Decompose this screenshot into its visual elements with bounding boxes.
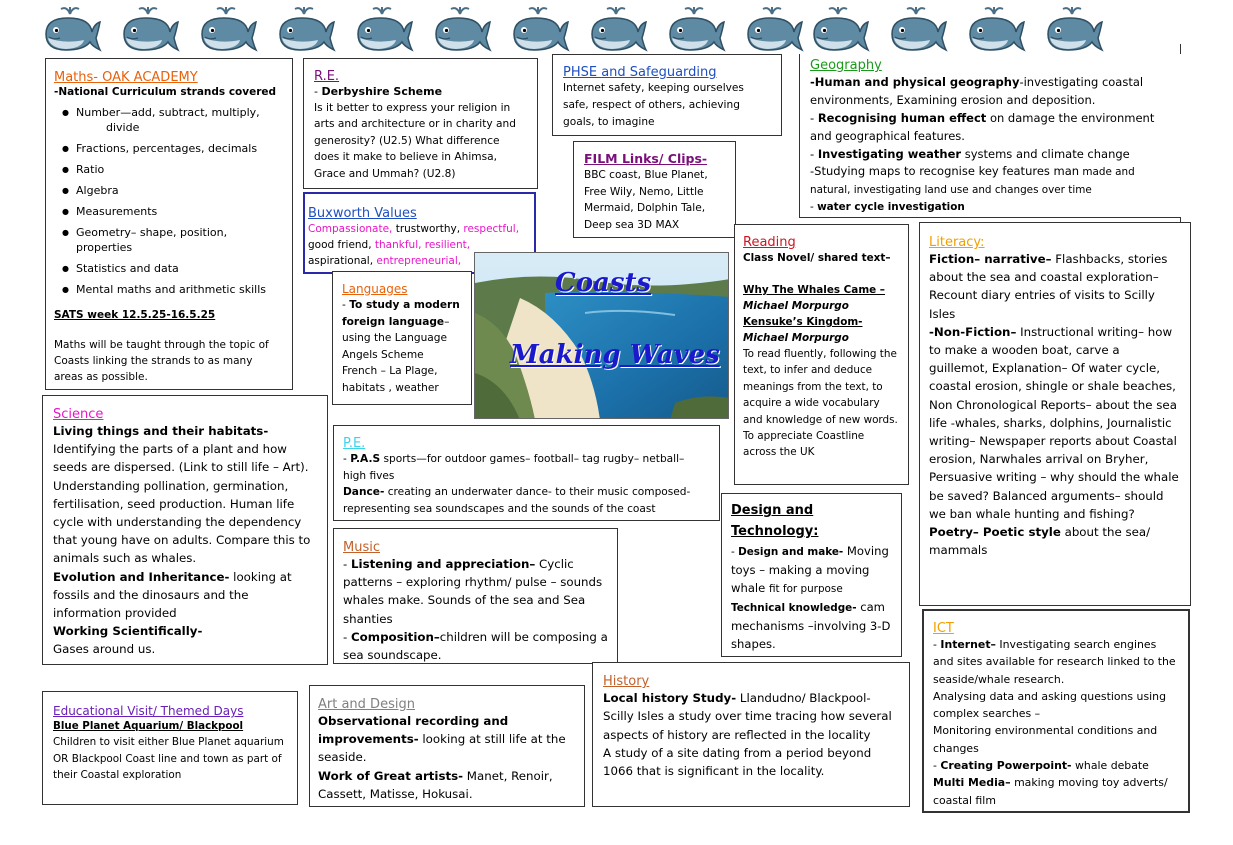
visit-title: Educational Visit/ Themed Days xyxy=(53,704,244,718)
ict-l4-b: Creating Powerpoint- xyxy=(940,759,1072,773)
music-l1-a: - xyxy=(343,557,352,571)
phse-panel xyxy=(552,54,782,136)
value-thankful-resilient: thankful, resilient, xyxy=(374,239,471,251)
ict-l5-b: Multi Media– xyxy=(933,776,1011,790)
literacy-nonfiction xyxy=(929,323,1181,523)
ict-l1-t: Investigating search engines and sites available for research linked to the seaside/whale research. xyxy=(933,638,1176,686)
art-l2-t: Manet, Renoir, Cassett, Matisse, Hokusai. xyxy=(318,768,553,801)
whale-icon xyxy=(1042,4,1104,54)
ict-panel xyxy=(922,609,1190,813)
value-trustworthy: trustworthy, xyxy=(392,223,464,235)
film-text: BBC coast, Blue Planet, Free Wily, Nemo, Little Mermaid, Dolphin Tale, Deep sea 3D MAX xyxy=(584,169,708,231)
list-item: ● Fractions, percentages, decimals xyxy=(64,141,284,156)
whale-icon xyxy=(886,4,948,54)
science-h2: Evolution and Inheritance- xyxy=(53,569,230,584)
science-title: Science xyxy=(53,407,104,422)
topic-title: Coasts xyxy=(555,268,652,298)
whale-icon xyxy=(586,4,648,54)
art-l2 xyxy=(318,767,576,803)
whale-icon xyxy=(430,4,492,54)
dt-l2-b: Technical knowledge- xyxy=(731,602,857,614)
ict-l4-a: - xyxy=(933,759,941,773)
geo-l5-a: - xyxy=(810,201,818,213)
literacy-poetry-b: Poetry– Poetic style xyxy=(929,525,1061,540)
phse-title: PHSE and Safeguarding xyxy=(563,65,717,80)
art-l1-t: looking at still life at the seaside. xyxy=(318,732,566,765)
re-title: R.E. xyxy=(314,69,340,84)
art-l2-b: Work of Great artists- xyxy=(318,768,464,783)
literacy-fiction xyxy=(929,250,1181,323)
music-l2-t: children will be composing a sea soundscape. xyxy=(343,629,608,663)
geography-panel xyxy=(799,54,1181,218)
ict-l4-t: whale debate xyxy=(1071,759,1149,773)
pe-l2-t: creating an underwater dance- to their music composed- representing sea soundscapes and the sounds of the coast xyxy=(343,486,691,515)
geo-l3-b: Investigating weather xyxy=(817,147,962,161)
buxworth-title: Buxworth Values xyxy=(308,206,417,221)
music-l1-b: Listening and appreciation– xyxy=(351,557,536,571)
dt-l2 xyxy=(731,598,892,653)
music-l2 xyxy=(343,628,608,664)
pe-l2 xyxy=(343,484,710,517)
ict-l3: Monitoring environmental conditions and changes xyxy=(933,724,1158,755)
history-l1-t: Llandudno/ Blackpool- Scilly Isles a study over time tracing how several aspects of history are reflected in the locality xyxy=(603,691,892,742)
film-panel xyxy=(573,141,736,238)
geo-l2-b: Recognising human effect xyxy=(817,111,987,125)
geo-l2-a: - xyxy=(810,111,818,125)
maths-strands-list xyxy=(54,105,284,297)
pe-l2-b: Dance- xyxy=(343,486,385,498)
science-t3: Gases around us. xyxy=(53,642,156,657)
music-title: Music xyxy=(343,540,380,555)
dt-title: Design and Technology: xyxy=(731,503,819,539)
science-h1: Living things and their habitats- xyxy=(53,424,269,438)
whale-icon xyxy=(352,4,414,54)
ict-l1 xyxy=(933,636,1179,688)
list-item-cont: divide xyxy=(106,120,140,134)
topic-subtitle: Making Waves xyxy=(510,340,720,370)
music-panel xyxy=(333,528,618,664)
science-panel xyxy=(42,395,328,665)
music-l2-b: Composition– xyxy=(351,629,440,644)
geo-l1-t: -investigating coastal environments, Examining erosion and deposition. xyxy=(810,75,1144,107)
history-l1 xyxy=(603,689,899,744)
geo-l4-t: -Studying maps to recognise key features man xyxy=(810,164,1080,178)
literacy-fiction-b: Fiction– narrative– xyxy=(929,252,1052,266)
dt-l2-t: cam mechanisms –involving 3-D shapes. xyxy=(731,600,891,651)
pe-title: P.E. xyxy=(343,436,366,451)
educational-visit-panel xyxy=(42,691,298,805)
science-body xyxy=(53,422,317,659)
visit-sub: Blue Planet Aquarium/ Blackpool xyxy=(53,720,244,732)
reading-panel xyxy=(734,224,909,485)
languages-l1 xyxy=(342,297,462,363)
history-l1-b: Local history Study- xyxy=(603,691,737,705)
visit-text: Children to visit either Blue Planet aquarium OR Blackpool Coast line and town as part of their Coastal exploration xyxy=(53,736,284,781)
literacy-nonfiction-t: Instructional writing– how to make a wooden boat, carve a guillemot, Explanation– Of water cycle, coastal erosion, shingle or shale beaches, Non Chronological Reports– about the sea life -whales, sharks, dolphins, Journalistic writing– Newspaper reports about Coastal erosion, Narwhales arrival on Bryher, Persuasive writing – why should the whale be saved? Balanced arguments– should we ban whale hunting and fishing? xyxy=(929,324,1179,521)
list-item: ● Measurements xyxy=(64,204,284,219)
maths-title: Maths- OAK ACADEMY xyxy=(54,70,198,85)
dt-l1-a: - xyxy=(731,546,739,558)
geo-l5 xyxy=(810,199,1171,215)
ict-title: ICT xyxy=(933,621,954,636)
film-title: FILM Links/ Clips- xyxy=(584,151,708,166)
ict-l5-t: making moving toy adverts/ coastal film xyxy=(933,776,1168,807)
reading-title: Reading xyxy=(743,235,796,250)
pe-panel xyxy=(333,425,720,521)
value-respectful: respectful, xyxy=(463,223,520,235)
geo-l3 xyxy=(810,145,1171,163)
geo-l3-a: - xyxy=(810,147,818,161)
pe-l1 xyxy=(343,451,710,484)
literacy-panel xyxy=(919,222,1191,606)
ict-l4 xyxy=(933,757,1179,774)
music-l1 xyxy=(343,555,608,628)
languages-title: Languages xyxy=(342,282,408,296)
value-aspirational: aspirational, xyxy=(308,255,377,267)
re-sub-line: - Derbyshire Scheme xyxy=(314,85,443,98)
ict-l1-b: Internet– xyxy=(940,638,996,651)
art-design-panel xyxy=(309,685,585,807)
ict-l5 xyxy=(933,774,1179,809)
history-title: History xyxy=(603,674,650,689)
dt-l1-t: Moving toys – making a moving whale xyxy=(731,544,889,595)
reading-author2: Michael Morpurgo xyxy=(743,332,849,344)
whale-icon xyxy=(196,4,258,54)
maths-subtitle: -National Curriculum strands covered xyxy=(54,86,277,98)
list-item: ● Geometry– shape, position, properties xyxy=(64,225,284,255)
reading-sub: Class Novel/ shared text– xyxy=(743,252,891,264)
value-compassionate: Compassionate, xyxy=(308,223,393,235)
geo-l4 xyxy=(810,163,1171,199)
dt-l1-b: Design and make- xyxy=(738,546,844,558)
literacy-title: Literacy: xyxy=(929,235,985,250)
reading-text: To read fluently, following the text, to infer and deduce meanings from the text, to acquire a wide vocabulary and knowledge of new words. xyxy=(743,348,898,426)
dt-l1-s: fit for purpose xyxy=(768,583,843,595)
music-l1-t: Cyclic patterns – exploring rhythm/ pulse – sounds whales make. Sounds of the sea and Sea shanties xyxy=(343,557,603,626)
history-panel xyxy=(592,662,910,807)
whale-icon xyxy=(508,4,570,54)
reading-text2: To appreciate Coastline across the UK xyxy=(743,430,865,459)
geo-l2 xyxy=(810,109,1171,145)
literacy-poetry xyxy=(929,523,1181,559)
whale-border xyxy=(40,4,1190,54)
sats-week: SATS week 12.5.25-16.5.25 xyxy=(54,308,216,321)
art-l1 xyxy=(318,712,576,767)
geo-l5-b: water cycle investigation xyxy=(817,201,965,213)
literacy-fiction-t: Flashbacks, stories about the sea and coastal exploration– Recount diary entries of visits to Scilly Isles xyxy=(929,252,1168,321)
re-sub: Derbyshire Scheme xyxy=(321,85,443,98)
art-title: Art and Design xyxy=(318,697,415,712)
whale-icon xyxy=(118,4,180,54)
pe-l1-t: sports—for outdoor games– football– tag rugby– netball– high fives xyxy=(343,453,685,482)
re-text: Is it better to express your religion in arts and architecture or in charity and generosity? (U2.5) What difference does it make to believe in Ahimsa, Grace and Ummah? (U2.8) xyxy=(314,101,516,180)
whale-icon xyxy=(274,4,336,54)
pe-l1-b: P.A.S xyxy=(350,453,381,465)
value-good-friend: good friend, xyxy=(308,239,375,251)
list-item xyxy=(64,105,284,135)
phse-text: Internet safety, keeping ourselves safe, respect of others, achieving goals, to imagine xyxy=(563,82,744,128)
reading-author1: Michael Morpurgo xyxy=(743,300,849,312)
languages-l1-b: To study a modern foreign language xyxy=(342,299,460,328)
ict-l1-a: - xyxy=(933,638,941,651)
science-h3: Working Scientifically- xyxy=(53,624,203,639)
reading-book2: Kensuke’s Kingdom- xyxy=(743,316,863,328)
languages-l1-a: - xyxy=(342,299,350,311)
geo-l2-t: on damage the environment and geographical features. xyxy=(810,111,1155,143)
list-item: ● Algebra xyxy=(64,183,284,198)
geo-l3-t: systems and climate change xyxy=(961,147,1130,161)
list-item: ● Mental maths and arithmetic skills xyxy=(64,282,284,297)
geography-title: Geography xyxy=(810,58,882,73)
geo-l1 xyxy=(810,73,1171,109)
languages-l1-t: – using the Language Angels Scheme xyxy=(342,315,450,361)
science-t2: looking at fossils and the dinosaurs and the information provided xyxy=(53,569,292,621)
list-item-text: Number—add, subtract, multiply, xyxy=(76,105,260,119)
list-item: ● Ratio xyxy=(64,162,284,177)
maths-panel xyxy=(45,58,293,390)
pe-l1-a: - xyxy=(343,453,351,465)
whale-icon xyxy=(664,4,726,54)
value-entrepreneurial: entrepreneurial, xyxy=(376,255,462,267)
maths-note: Maths will be taught through the topic of Coasts linking the strands to as many areas as possible. xyxy=(54,338,269,383)
music-l2-a: - xyxy=(343,629,352,644)
geo-l1-b: -Human and physical geography xyxy=(810,75,1020,89)
dt-l1 xyxy=(731,542,892,598)
literacy-nonfiction-b: -Non-Fiction– xyxy=(929,324,1017,339)
ict-l2: Analysing data and asking questions using complex searches – xyxy=(933,689,1166,721)
geo-l4-s: made and natural, investigating land use and changes over time xyxy=(810,166,1135,196)
whale-icon xyxy=(742,4,804,54)
art-l1-b: Observational recording and improvements- xyxy=(318,714,509,747)
design-technology-panel xyxy=(721,493,902,657)
re-panel xyxy=(303,58,538,189)
languages-l2: French – La Plage, habitats , weather xyxy=(342,365,439,394)
whale-icon xyxy=(40,4,102,54)
reading-book1: Why The Whales Came – xyxy=(743,284,886,296)
literacy-poetry-t: about the sea/ mammals xyxy=(929,525,1151,558)
whale-icon xyxy=(964,4,1026,54)
list-item: ● Statistics and data xyxy=(64,261,284,276)
whale-icon xyxy=(808,4,870,54)
history-l2: A study of a site dating from a period beyond 1066 that is significant in the locality. xyxy=(603,745,872,779)
languages-panel xyxy=(332,271,472,405)
science-t1: Identifying the parts of a plant and how seeds are dispersed. (Link to still life – Art). Understanding pollination, germination, fertilisation, seed production. Human life cycle with understanding the dependency that young have on adults. Compare this to animals such as whales. xyxy=(53,442,311,566)
